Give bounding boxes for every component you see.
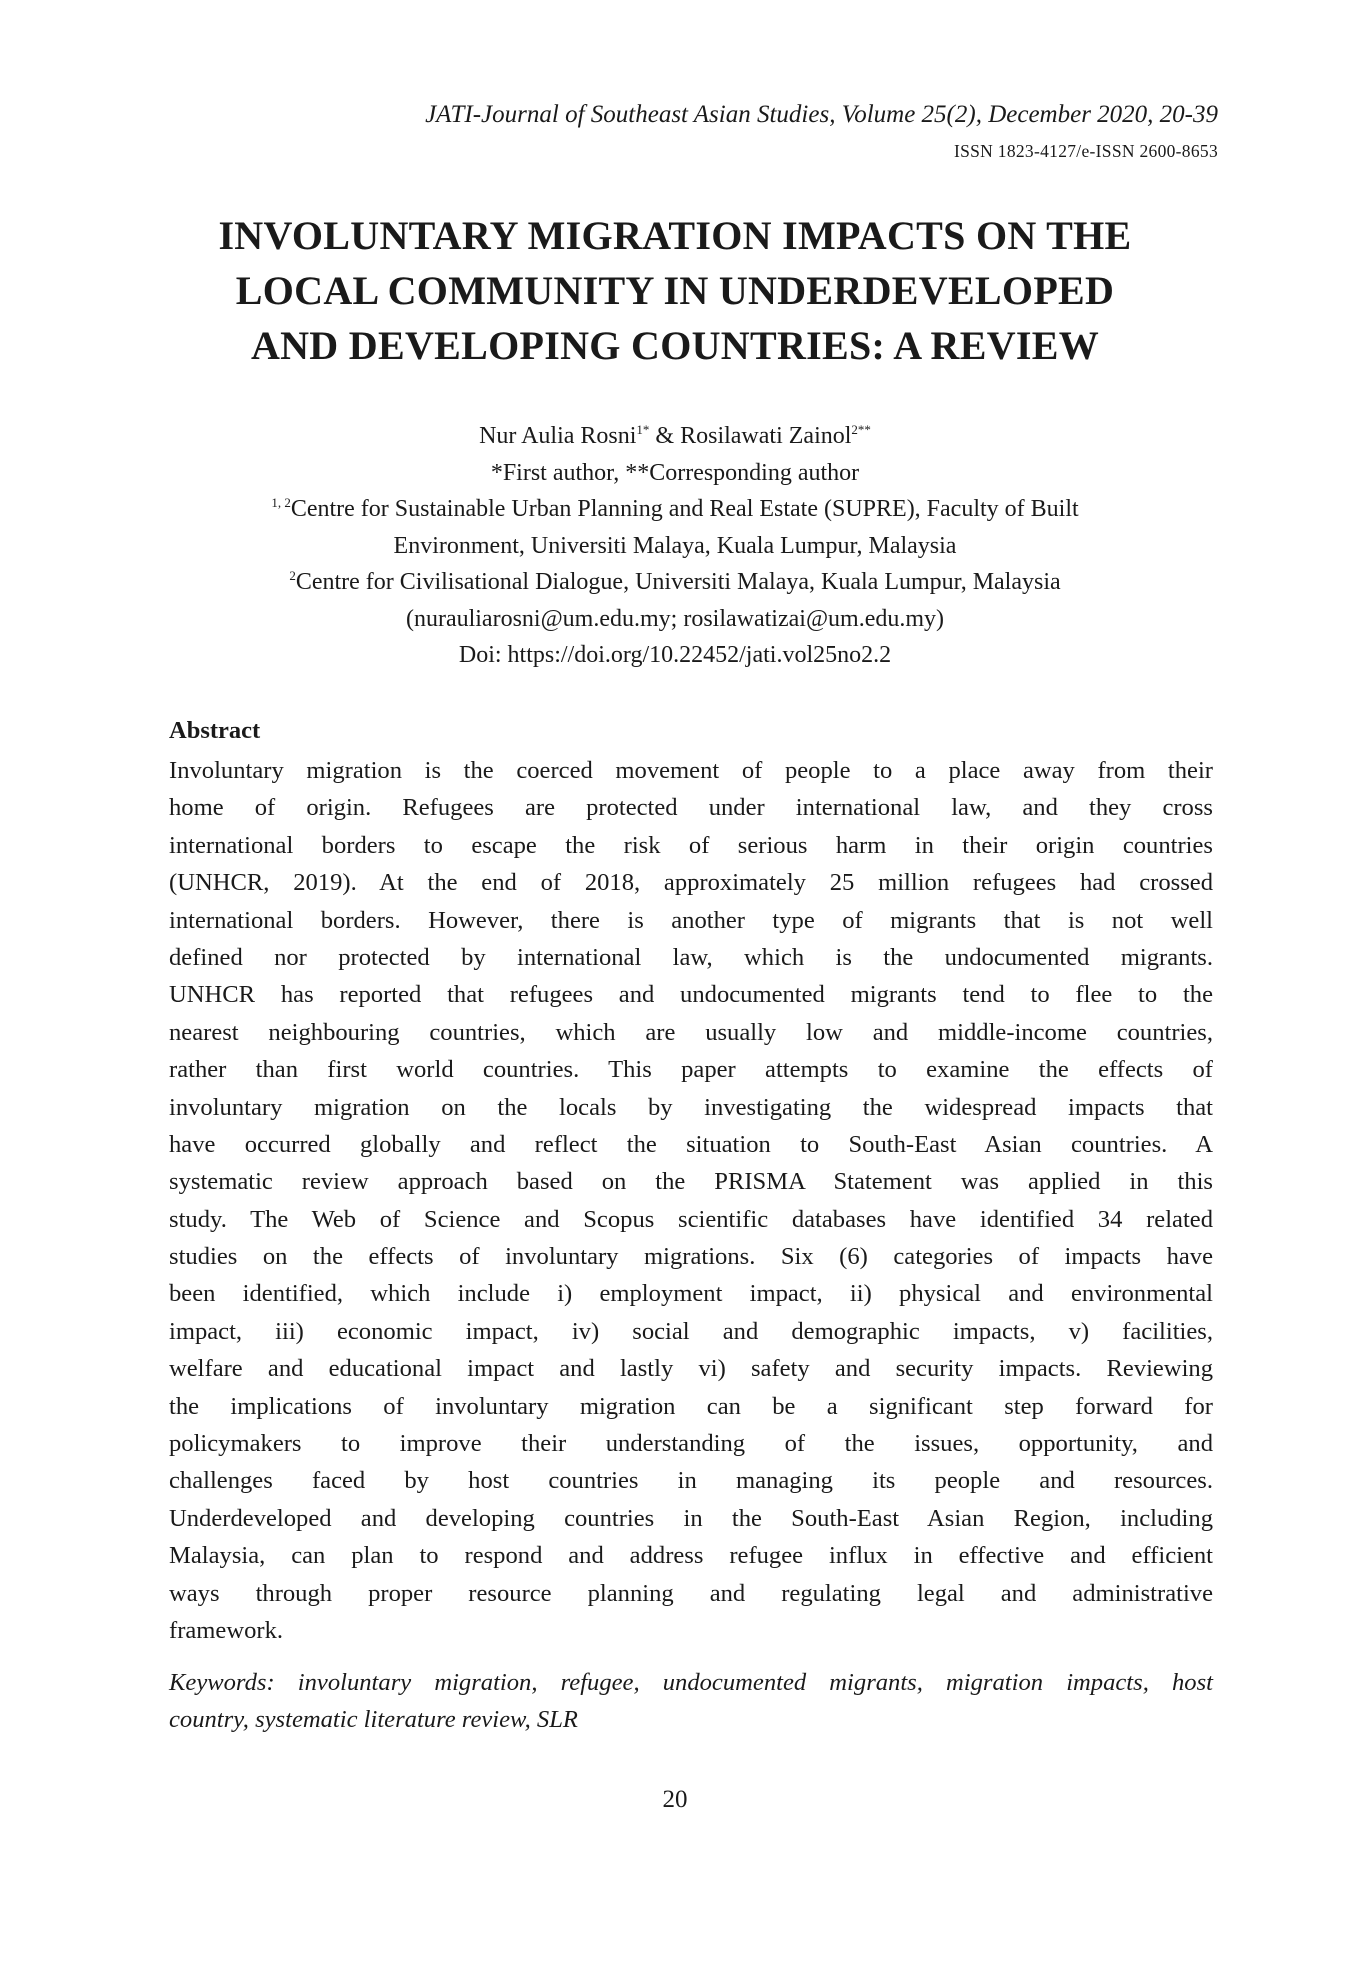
affiliation-2-line: Centre for Civilisational Dialogue, Universiti Malaya, Kuala Lumpur, Malaysia [295, 569, 1061, 595]
abstract-line: ways through proper resource planning and regulating legal and administrative [169, 1579, 1213, 1607]
abstract-line: impact, iii) economic impact, iv) social and demographic impacts, v) facilities, [169, 1317, 1213, 1345]
affiliation-2-marks: 2 [289, 568, 296, 583]
author-info [130, 418, 1220, 674]
abstract-line: the implications of involuntary migration can be a significant step forward for [169, 1392, 1213, 1420]
abstract-line: nearest neighbouring countries, which are usually low and middle-income countries, [169, 1018, 1213, 1046]
title-line: LOCAL COMMUNITY IN UNDERDEVELOPED [235, 268, 1115, 313]
abstract-line: international borders. However, there is another type of migrants that is not well [169, 906, 1213, 934]
paper-title [100, 208, 1250, 373]
keywords [169, 1664, 1213, 1739]
abstract-line: studies on the effects of involuntary migrations. Six (6) categories of impacts have [169, 1243, 1213, 1271]
affiliation-1 [130, 491, 1220, 528]
abstract-line: challenges faced by host countries in managing its people and resources. [169, 1467, 1213, 1495]
issn-line: ISSN 1823-4127/e-ISSN 2600-8653 [953, 141, 1218, 161]
abstract-line: systematic review approach based on the PRISMA Statement was applied in this [169, 1168, 1213, 1196]
affiliation-1-line-1: Centre for Sustainable Urban Planning and Real Estate (SUPRE), Faculty of Built [290, 496, 1079, 522]
author-2-name: Rosilawati Zainol [680, 423, 852, 449]
abstract-line: involuntary migration on the locals by investigating the widespread impacts that [169, 1093, 1213, 1121]
abstract-line: home of origin. Refugees are protected under international law, and they cross [169, 794, 1213, 822]
abstract-line: UNHCR has reported that refugees and undocumented migrants tend to flee to the [169, 981, 1213, 1009]
affiliation-1-marks: 1, 2 [271, 495, 291, 510]
abstract-line: Malaysia, can plan to respond and address refugee influx in effective and efficient [169, 1542, 1213, 1570]
page-number: 20 [662, 1786, 688, 1813]
affiliation-1-line-2: Environment, Universiti Malaya, Kuala Lumpur, Malaysia [393, 532, 957, 559]
abstract-line: Underdeveloped and developing countries in the South-East Asian Region, including [169, 1504, 1213, 1532]
abstract-body [169, 752, 1213, 1649]
abstract-line: study. The Web of Science and Scopus scientific databases have identified 34 related [169, 1205, 1213, 1233]
abstract-line: international borders to escape the risk of serious harm in their origin countries [169, 831, 1213, 859]
keywords-line: country, systematic literature review, SLR [169, 1706, 578, 1734]
abstract-line: rather than first world countries. This paper attempts to examine the effects of [169, 1056, 1213, 1084]
journal-citation: JATI-Journal of Southeast Asian Studies, Volume 25(2), December 2020, 20-39 [425, 101, 1218, 128]
abstract-line: Involuntary migration is the coerced movement of people to a place away from their [169, 757, 1213, 784]
abstract-heading: Abstract [169, 717, 261, 744]
author-roles: *First author, **Corresponding author [490, 459, 860, 486]
author-1-marks: 1* [636, 422, 650, 437]
author-1-name: Nur Aulia Rosni [479, 423, 637, 449]
abstract-line: defined nor protected by international law, which is the undocumented migrants. [169, 943, 1213, 971]
author-separator: & [649, 423, 681, 449]
keywords-line: Keywords: involuntary migration, refugee, undocumented migrants, migration impacts, host [169, 1669, 1213, 1696]
affiliation-2 [130, 564, 1220, 601]
abstract-line: framework. [169, 1616, 284, 1644]
author-2-marks: 2** [851, 422, 871, 437]
title-line: AND DEVELOPING COUNTRIES: A REVIEW [250, 323, 1100, 368]
author-line [130, 418, 1220, 455]
abstract-line: policymakers to improve their understanding of the issues, opportunity, and [169, 1430, 1213, 1458]
author-emails: (nurauliarosni@um.edu.my; rosilawatizai@um.edu.my) [405, 605, 945, 632]
doi-link[interactable]: Doi: https://doi.org/10.22452/jati.vol25no2.2 [458, 642, 892, 668]
abstract-line: (UNHCR, 2019). At the end of 2018, approximately 25 million refugees had crossed [169, 869, 1213, 897]
title-line: INVOLUNTARY MIGRATION IMPACTS ON THE [218, 213, 1132, 258]
abstract-line: have occurred globally and reflect the situation to South-East Asian countries. A [169, 1130, 1213, 1158]
abstract-line: been identified, which include i) employment impact, ii) physical and environmental [169, 1280, 1213, 1308]
abstract-line: welfare and educational impact and lastly vi) safety and security impacts. Reviewing [169, 1355, 1213, 1383]
